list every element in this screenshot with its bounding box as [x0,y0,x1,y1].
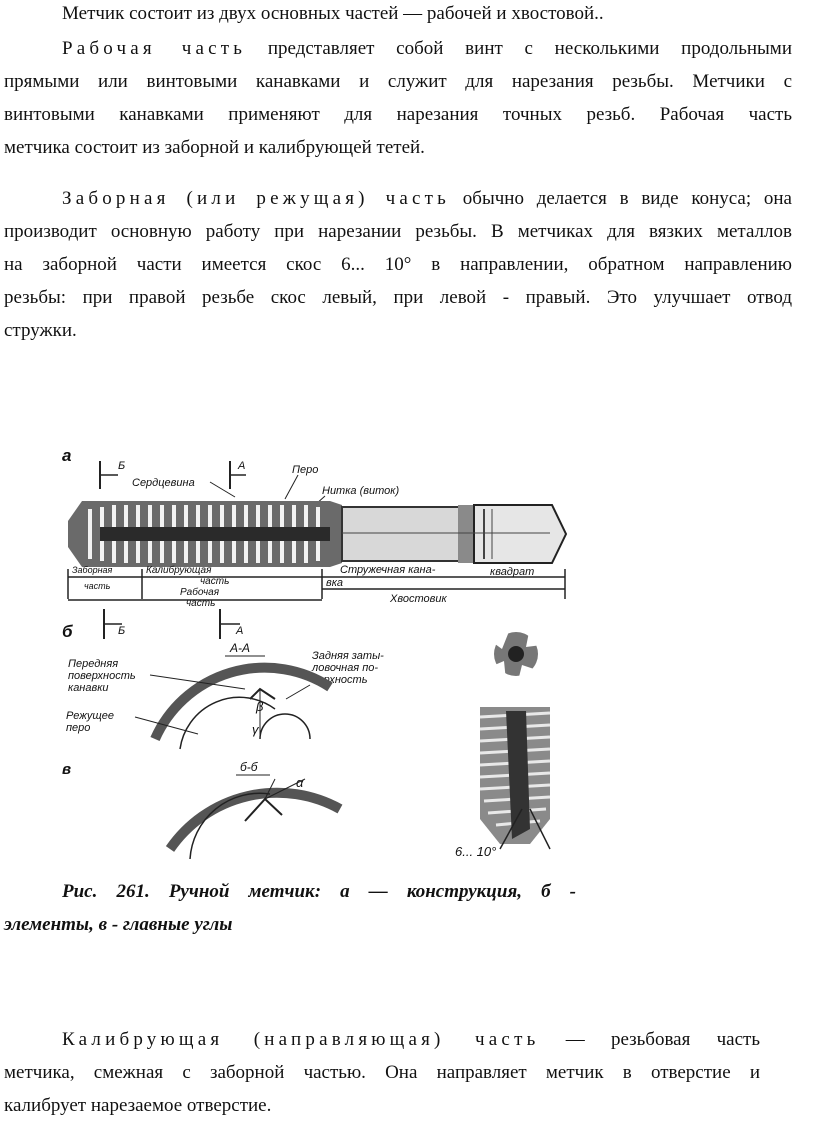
tap-figure [60,449,573,864]
label-thread: Нитка (виток) [322,485,400,497]
label-section-aa: А-А [230,641,251,655]
caption-line-2: элементы, в - главные углы [4,914,233,935]
chamfer-part-line-5: стружки. [4,320,77,341]
working-part-line-1 [4,32,792,65]
label-back-2: ловочная по- [312,662,379,674]
working-part-line-3: винтовыми канавками применяют для нарезания точных резьб. Рабочая часть [4,104,792,125]
label-land: Перо [292,464,319,476]
section-a-mark-top: А [238,460,246,472]
label-edge-1: Режущее [66,710,114,722]
working-part-line-4: метчика состоит из заборной и калибрующей тетей. [4,137,425,158]
label-chamfer-2: часть [84,581,111,591]
label-back-1: Задняя заты- [312,650,384,662]
caption-line-1: Рис. 261. Ручной метчик: а — конструкция, б - [62,881,576,902]
panel-a-label: а [62,449,72,465]
label-square: квадрат [490,566,535,578]
section-a-mark-left: А [236,625,244,637]
label-core: Сердцевина [132,477,195,489]
section-b-mark-left: Б [118,625,126,637]
label-beta: β [256,699,264,714]
tap-body [68,501,566,567]
tap-drawing [60,449,573,864]
sizing-part-line-1 [4,1023,760,1056]
section-b-mark-top: Б [118,460,126,472]
label-angle: 6... 10° [455,844,497,859]
term-working-part: Рабочая часть [62,38,247,59]
label-alpha: α [296,775,304,790]
label-front-1: Передняя [68,658,119,670]
label-working-2: часть [186,598,216,609]
chamfer-part-text-1: обычно делается в виде конуса; она [450,188,792,209]
term-sizing-part: Калибрующая (направляющая) часть [62,1029,540,1050]
term-chamfer-part: Заборная (или режущая) часть [62,188,451,209]
label-edge-2: перо [66,722,91,734]
label-flute-2: вка [326,577,344,589]
label-working-1: Рабочая [180,587,220,598]
panel-b-label: б [62,622,73,641]
paragraph-chamfer-part [4,182,792,347]
chamfer-part-line-4: резьбы: при правой резьбе скос левый, при левой - правый. Это улучшает отвод [4,287,792,308]
paragraph-working-part [4,32,792,164]
label-sizing-2: часть [200,576,230,587]
label-chamfer-1: Заборная [72,565,113,575]
working-part-line-2: прямыми или винтовыми канавками и служит для нарезания резьбы. Метчики с [4,71,792,92]
label-back-3: верхность [312,674,368,686]
sizing-part-line-2: метчика, смежная с заборной частью. Она направляет метчик в отверстие и [4,1062,760,1083]
paragraph-sizing-part [4,1023,760,1122]
tap-tip-drawing [480,707,550,849]
panel-c-label: в [62,761,72,778]
label-section-bb: б-б [240,760,258,774]
chamfer-part-line-1 [4,182,792,215]
figure-caption [4,875,576,941]
chamfer-part-line-3: на заборной части имеется скос 6... 10° в направлении, обратном направлению [4,254,792,275]
label-front-3: канавки [68,682,109,694]
sizing-part-line-3: калибрует нарезаемое отверстие. [4,1095,272,1116]
label-gamma: γ [252,722,259,737]
chamfer-part-line-2: производит основную работу при нарезании резьбы. В метчиках для вязких металлов [4,221,792,242]
working-part-text-1: представляет собой винт с несколькими продольными [246,38,792,59]
intro-text: Метчик состоит из двух основных частей — рабочей и хвостовой.. [62,3,604,24]
label-flute-1: Стружечная кана- [340,564,436,576]
label-shank: Хвостовик [390,593,447,605]
sizing-part-text-1: — резьбовая часть [539,1029,760,1050]
label-sizing-1: Калибрующая [146,565,212,576]
paragraph-intro [62,0,792,30]
label-front-2: поверхность [68,670,136,682]
